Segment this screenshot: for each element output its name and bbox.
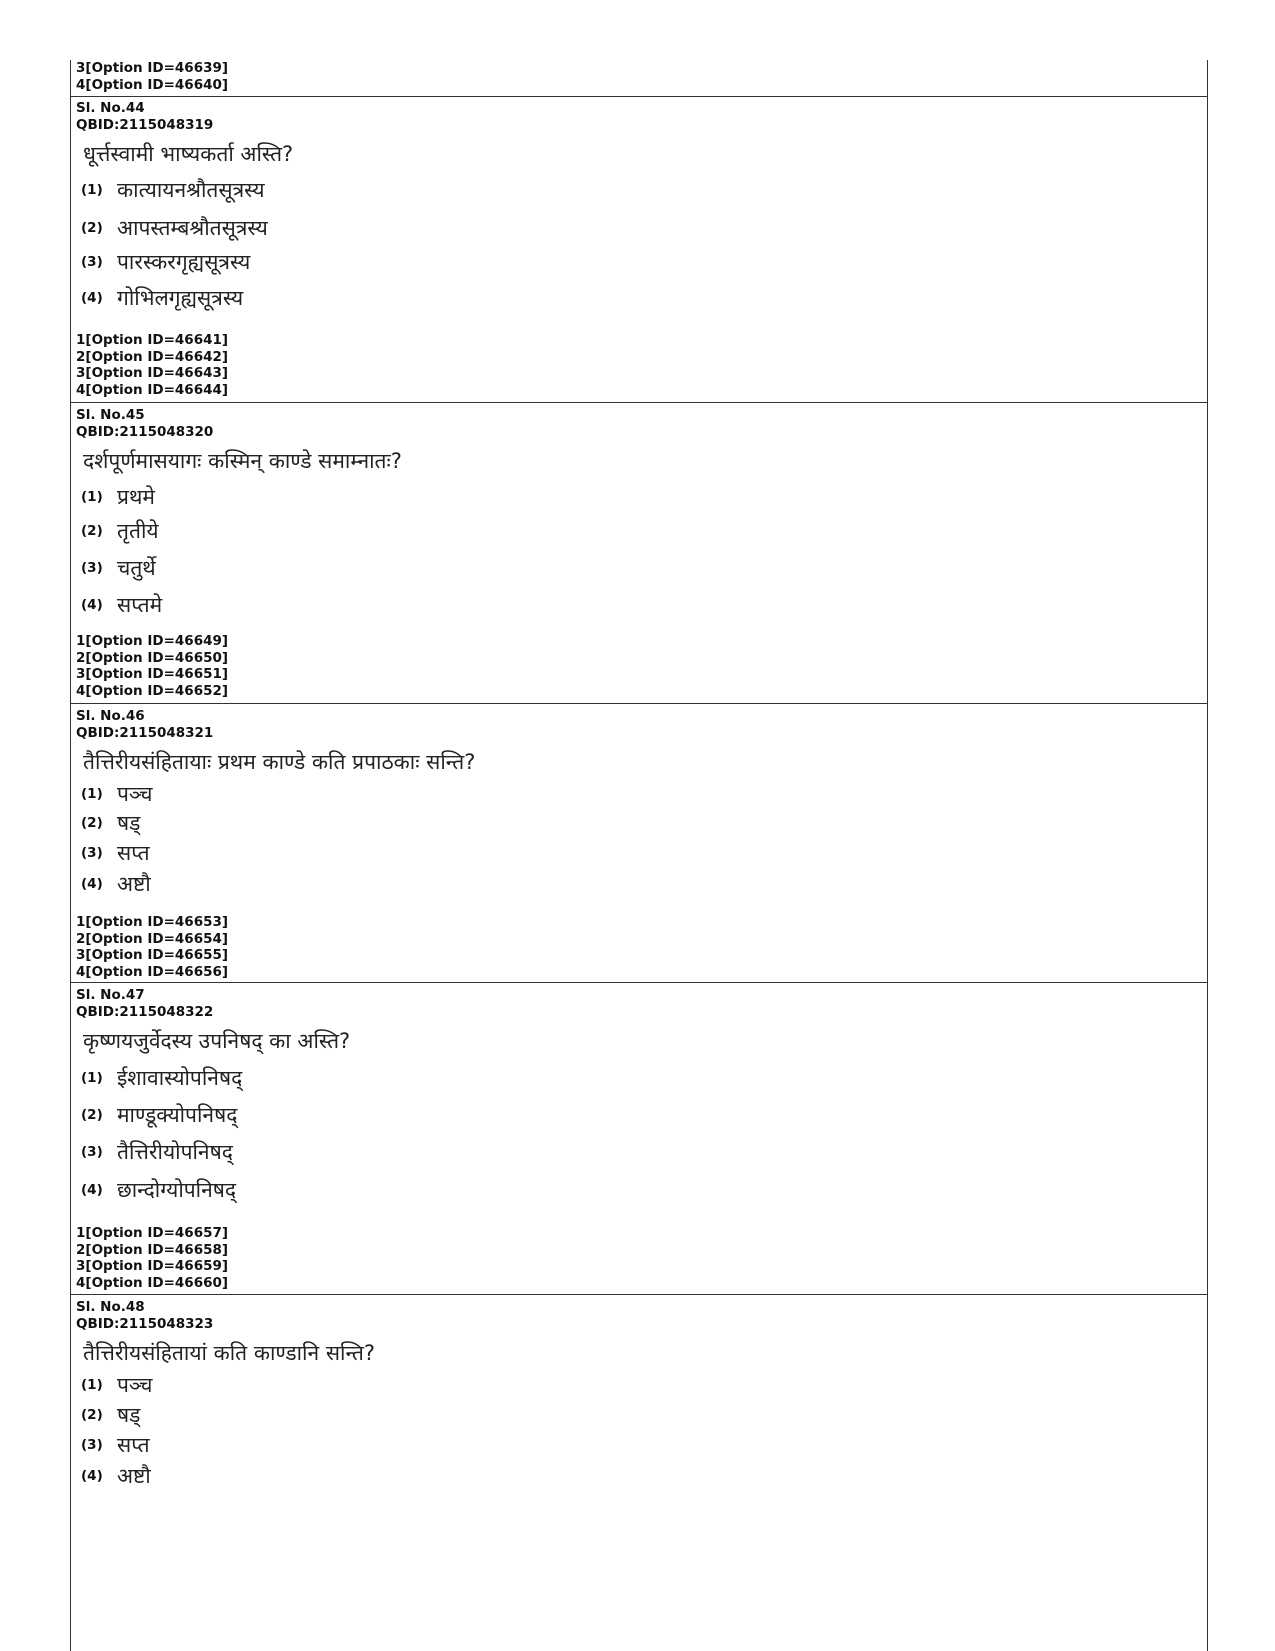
- option-text: तृतीये: [117, 519, 159, 543]
- option-text: माण्डूक्योपनिषद्: [117, 1103, 238, 1127]
- option-id-line: 3[Option ID=46651]: [76, 666, 229, 682]
- option-1: [81, 483, 155, 511]
- option-number: (2): [81, 220, 103, 236]
- option-text: षड्: [117, 811, 141, 835]
- option-id-line: 3[Option ID=46659]: [76, 1258, 229, 1274]
- serial-number: Sl. No.47: [76, 987, 145, 1003]
- option-text: चतुर्थे: [117, 556, 156, 580]
- option-id-line: 1[Option ID=46649]: [76, 633, 229, 649]
- section-divider: [71, 703, 1207, 704]
- option-number: (2): [81, 523, 103, 539]
- qbid: QBID:2115048319: [76, 116, 214, 133]
- option-number: (2): [81, 815, 103, 831]
- option-number: (1): [81, 1070, 103, 1086]
- question-block-44: [71, 100, 1207, 400]
- option-text: छान्दोग्योपनिषद्: [117, 1178, 237, 1202]
- option-id-line: 1[Option ID=46657]: [76, 1225, 229, 1241]
- option-text: पञ्च: [117, 782, 153, 806]
- option-text: अष्टौ: [117, 1464, 151, 1488]
- option-id-line: 2[Option ID=46650]: [76, 649, 229, 666]
- option-text: कात्यायनश्रौतसूत्रस्य: [117, 178, 265, 202]
- option-4: [81, 284, 243, 312]
- option-text: अष्टौ: [117, 872, 151, 896]
- option-id-list: [71, 914, 228, 980]
- question-text: तैत्तिरीयसंहितायां कति काण्डानि सन्ति?: [83, 1341, 376, 1365]
- option-id-line: 1[Option ID=46641]: [76, 332, 229, 348]
- section-divider: [71, 1294, 1207, 1295]
- option-text: पञ्च: [117, 1373, 153, 1397]
- option-2: [81, 214, 268, 242]
- option-2: [81, 517, 159, 545]
- option-4: [81, 1462, 151, 1490]
- qbid: QBID:2115048320: [76, 423, 214, 440]
- serial-number: Sl. No.45: [76, 407, 145, 423]
- option-id-line: 3[Option ID=46639]: [76, 60, 229, 76]
- option-number: (2): [81, 1107, 103, 1123]
- option-id-line: 4[Option ID=46644]: [76, 381, 229, 398]
- option-number: (1): [81, 182, 103, 198]
- serial-number: Sl. No.48: [76, 1299, 145, 1315]
- option-text: गोभिलगृह्यसूत्रस्य: [117, 286, 244, 310]
- option-4: [81, 591, 162, 619]
- option-1: [81, 1064, 242, 1092]
- option-number: (1): [81, 1377, 103, 1393]
- option-id-line: 4[Option ID=46652]: [76, 682, 229, 699]
- option-id-line: 3[Option ID=46643]: [76, 365, 229, 381]
- option-number: (3): [81, 845, 103, 861]
- option-number: (2): [81, 1407, 103, 1423]
- option-number: (4): [81, 290, 103, 306]
- option-1: [81, 780, 153, 808]
- option-2: [81, 809, 140, 837]
- question-text: दर्शपूर्णमासयागः कस्मिन् काण्डे समाम्नातः?: [83, 449, 402, 473]
- option-id-line: 2[Option ID=46658]: [76, 1241, 229, 1258]
- option-2: [81, 1401, 140, 1429]
- qbid: QBID:2115048323: [76, 1315, 214, 1332]
- option-number: (1): [81, 786, 103, 802]
- option-text: आपस्तम्बश्रौतसूत्रस्य: [117, 216, 268, 240]
- carryover-option-ids: [71, 60, 1207, 93]
- option-2: [81, 1101, 237, 1129]
- option-id-line: 1[Option ID=46653]: [76, 914, 229, 930]
- option-1: [81, 1371, 153, 1399]
- option-text: सप्तमे: [117, 593, 163, 617]
- option-number: (4): [81, 876, 103, 892]
- option-number: (3): [81, 1437, 103, 1453]
- option-3: [81, 248, 250, 276]
- option-4: [81, 1176, 236, 1204]
- option-number: (4): [81, 597, 103, 613]
- option-text: सप्त: [117, 841, 150, 865]
- option-3: [81, 839, 150, 867]
- option-1: [81, 176, 265, 204]
- serial-number: Sl. No.44: [76, 100, 145, 116]
- question-text: धूर्त्तस्वामी भाष्यकर्ता अस्ति?: [83, 142, 294, 166]
- option-3: [81, 1138, 233, 1166]
- option-text: पारस्करगृह्यसूत्रस्य: [117, 250, 251, 274]
- option-id-line: 4[Option ID=46660]: [76, 1274, 229, 1291]
- qbid: QBID:2115048322: [76, 1003, 214, 1020]
- option-id-list: [71, 633, 228, 699]
- option-text: ईशावास्योपनिषद्: [117, 1066, 243, 1090]
- question-paper-frame: [70, 60, 1208, 1651]
- section-divider: [71, 96, 1207, 97]
- question-block-45: [71, 407, 1207, 703]
- option-text: प्रथमे: [117, 485, 155, 509]
- option-id-list: [71, 332, 228, 398]
- question-text: कृष्णयजुर्वेदस्य उपनिषद् का अस्ति?: [83, 1029, 351, 1053]
- option-3: [81, 554, 156, 582]
- option-text: तैत्तिरीयोपनिषद्: [117, 1140, 233, 1164]
- option-number: (4): [81, 1182, 103, 1198]
- option-id-line: 4[Option ID=46640]: [76, 76, 229, 93]
- option-id-line: 2[Option ID=46654]: [76, 930, 229, 947]
- option-number: (3): [81, 254, 103, 270]
- option-text: सप्त: [117, 1433, 150, 1457]
- question-block-47: [71, 987, 1207, 1293]
- option-number: (4): [81, 1468, 103, 1484]
- option-text: षड्: [117, 1403, 141, 1427]
- question-text: तैत्तिरीयसंहितायाः प्रथम काण्डे कति प्रपाठकाः सन्ति?: [83, 750, 476, 774]
- section-divider: [71, 982, 1207, 983]
- option-number: (1): [81, 489, 103, 505]
- option-4: [81, 870, 151, 898]
- option-3: [81, 1431, 150, 1459]
- section-divider: [71, 402, 1207, 403]
- option-number: (3): [81, 1144, 103, 1160]
- option-id-line: 4[Option ID=46656]: [76, 963, 229, 980]
- question-block-46: [71, 708, 1207, 984]
- option-id-list: [71, 1225, 228, 1291]
- option-number: (3): [81, 560, 103, 576]
- question-block-48: [71, 1299, 1207, 1549]
- option-id-line: 2[Option ID=46642]: [76, 348, 229, 365]
- qbid: QBID:2115048321: [76, 724, 214, 741]
- option-id-line: 3[Option ID=46655]: [76, 947, 229, 963]
- serial-number: Sl. No.46: [76, 708, 145, 724]
